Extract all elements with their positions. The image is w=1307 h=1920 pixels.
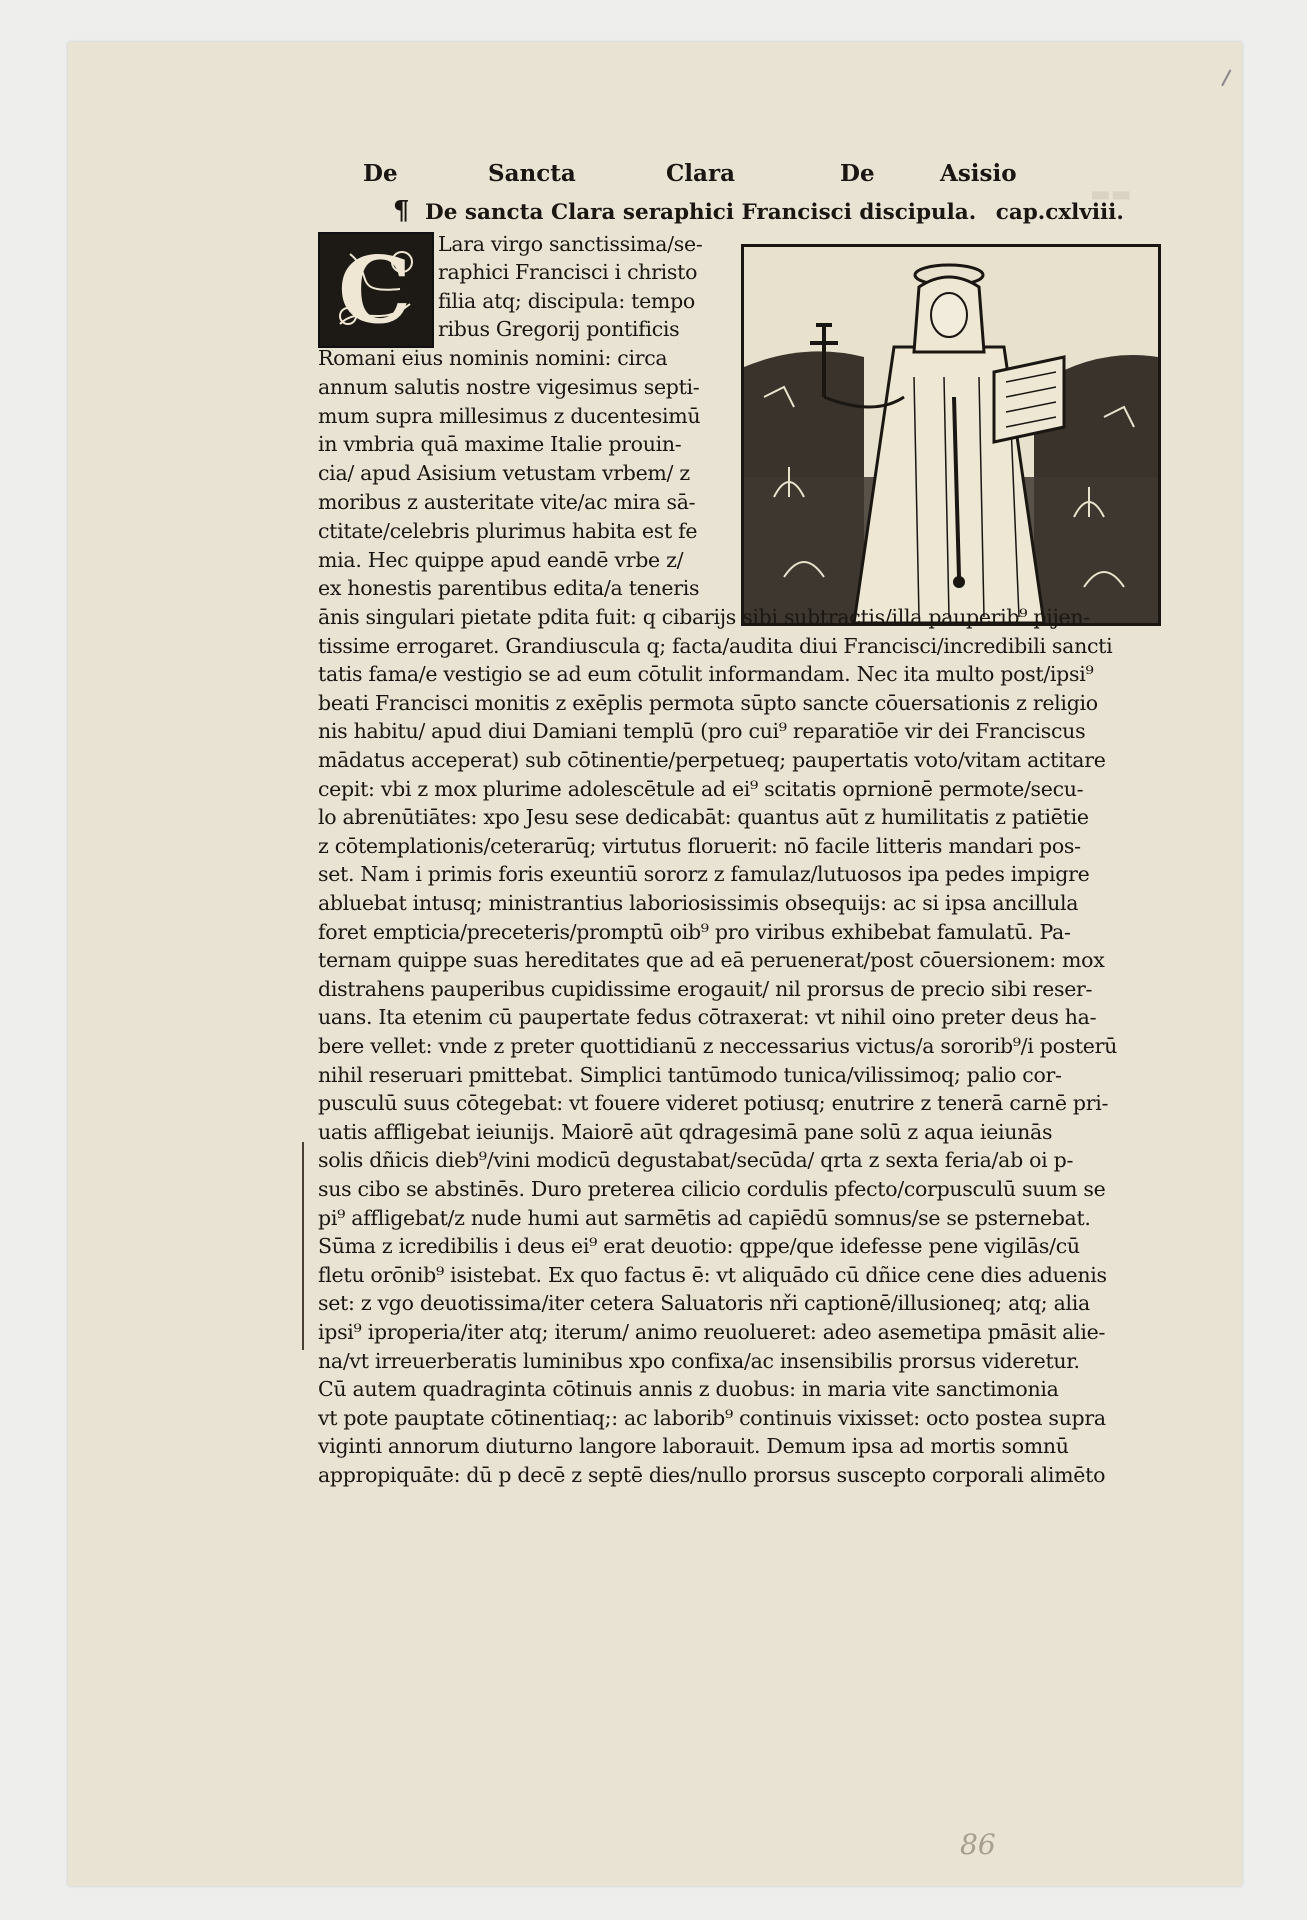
text-line: moribus z austeritate vite/ac mira sā- <box>318 490 696 514</box>
text-line: lo abrenūtiātes: xpo Jesu sese dedicabāt: quantus aūt z humilitatis z patiētie <box>318 805 1089 830</box>
text-line: mum supra millesimus z ducentesimū <box>318 404 701 428</box>
text-line: mādatus acceperat) sub cōtinentie/perpetueq; paupertatis voto/vitam actitare <box>318 748 1106 772</box>
text-line: abluebat intusq; ministrantius laboriosissimis obsequijs: ac si ipsa ancillula <box>318 891 1079 915</box>
text-line: annum salutis nostre vigesimus septi- <box>318 375 700 399</box>
text-line: bere vellet: vnde z preter quottidianū z neccessarius victus/a sororib⁹/i posterū <box>318 1034 1118 1058</box>
text-line: vt pote pauptate cōtinentiaq;: ac laborib⁹ continuis vixisset: octo postea supra <box>318 1405 1106 1430</box>
text-line: viginti annorum diuturno langore laborauit. Demum ipsa ad mortis somnū <box>318 1434 1069 1459</box>
decorated-initial <box>318 232 434 348</box>
text-line: mia. Hec quippe apud eandē vrbe z/ <box>318 548 684 572</box>
text-line: set: z vgo deuotissima/iter cetera Saluatoris nři captionē/illusioneq; atq; alia <box>318 1291 1090 1316</box>
text-line: solis dñicis dieb⁹/vini modicū degustabat/secūda/ qrta z sexta feria/ab oi p- <box>318 1148 1074 1173</box>
folio-note: 86 <box>960 1828 996 1861</box>
text-line: Sūma z icredibilis i deus ei⁹ erat deuotio: qppe/que idefesse pene vigilās/cū <box>318 1234 1080 1259</box>
text-line: cia/ apud Asisium vetustam vrbem/ z <box>318 461 690 485</box>
text-line: z cōtemplationis/ceterarūq; virtutus floruerit: nō facile litteris mandari pos- <box>318 833 1081 858</box>
chapter-title <box>393 196 1153 226</box>
text-line: uans. Ita etenim cū paupertate fedus cōtraxerat: vt nihil oino preter deus ha- <box>318 1005 1097 1030</box>
chapter-number: cap.cxlviii. <box>995 200 1124 225</box>
text-line: ipsi⁹ iproperia/iter atq; iterum/ animo reuolueret: adeo asemetipa pmāsit alie- <box>318 1320 1106 1344</box>
text-line: distrahens pauperibus cupidissime erogauit/ nil prorsus de precio sibi reser- <box>318 976 1093 1001</box>
text-line: nihil reseruari pmittebat. Simplici tantūmodo tunica/vilissimoq; palio cor- <box>318 1062 1062 1087</box>
text-line: ctitate/celebris plurimus habita est fe <box>318 519 698 543</box>
text-line: sus cibo se abstinēs. Duro preterea cilicio cordulis pfecto/corpusculū suum se <box>318 1177 1106 1201</box>
running-head-word: De <box>840 160 875 187</box>
text-line: foret empticia/preceteris/promptū oib⁹ pro viribus exhibebat famulatū. Pa- <box>318 919 1071 944</box>
running-head-word: Clara <box>666 160 735 187</box>
running-head <box>300 160 1060 190</box>
text-line: cepit: vbi z mox plurime adolescētule ad ei⁹ scitatis oprnionē permote/secu- <box>318 776 1084 801</box>
text-line: Cū autem quadraginta cōtinuis annis z duobus: in maria vite sanctimonia <box>318 1377 1059 1402</box>
text-line: in vmbria quā maxime Italie prouin- <box>318 432 682 456</box>
text-line: ānis singulari pietate pdita fuit: q cibarijs sibi subtractis/illa pauperib⁹ pijen- <box>318 605 1090 629</box>
text-line: tatis fama/e vestigio se ad eum cōtulit informandam. Nec ita multo post/ipsi⁹ <box>318 662 1094 687</box>
show-through-text: ▬▬ <box>1090 182 1132 207</box>
text-line: na/vt irreuerberatis luminibus xpo confixa/ac insensibilis prorsus videretur. <box>318 1348 1080 1373</box>
text-line: pusculū suus cōtegebat: vt fouere videret potiusq; enutrire z tenerā carnē pri- <box>318 1091 1109 1116</box>
running-head-word: Sancta <box>488 160 576 187</box>
text-line: nis habitu/ apud diui Damiani templū (pro cui⁹ reparatiōe vir dei Franciscus <box>318 719 1086 744</box>
text-line: raphici Francisci i christo <box>438 260 698 284</box>
text-line: Romani eius nominis nomini: circa <box>318 346 668 370</box>
text-line: set. Nam i primis foris exeuntiū sororz z famulaz/lutuosos ipa pedes impigre <box>318 862 1090 887</box>
running-head-word: De <box>363 160 398 187</box>
text-line: ex honestis parentibus edita/a teneris <box>318 576 700 600</box>
pencil-tick-mark <box>1211 64 1232 86</box>
initial-letter: C <box>338 236 412 344</box>
text-line: ribus Gregorij pontificis <box>438 317 680 341</box>
margin-bracket <box>302 1142 314 1350</box>
paragraph-mark: ¶ <box>393 196 410 226</box>
text-line: appropiquāte: dū p decē z septē dies/nullo prorsus suscepto corporali alimēto <box>318 1463 1106 1487</box>
text-line: beati Francisci monitis z exēplis permota sūpto sancte cōuersationis z religio <box>318 690 1098 715</box>
text-line: pi⁹ affligebat/z nude humi aut sarmētis ad capiēdū somnus/se se psternebat. <box>318 1205 1091 1230</box>
text-line: uatis affligebat ieiunijs. Maiorē aūt qdragesimā pane solū z aqua ieiunās <box>318 1119 1053 1144</box>
chapter-title-text: De sancta Clara seraphici Francisci discipula. <box>425 200 977 225</box>
saint-clare-woodcut-icon <box>744 247 1158 623</box>
text-line: tissime errogaret. Grandiuscula q; facta/audita diui Francisci/incredibili sancti <box>318 633 1113 658</box>
text-line: filia atq; discipula: tempo <box>438 289 695 313</box>
text-line: Lara virgo sanctissima/se- <box>438 232 703 256</box>
woodcut-illustration <box>741 244 1161 626</box>
text-line: fletu orōnib⁹ isistebat. Ex quo factus ē: vt aliquādo cū dñice cene dies aduenis <box>318 1262 1107 1287</box>
text-line: ternam quippe suas hereditates que ad eā peruenerat/post cōuersionem: mox <box>318 948 1105 973</box>
running-head-word: Asisio <box>940 160 1017 187</box>
